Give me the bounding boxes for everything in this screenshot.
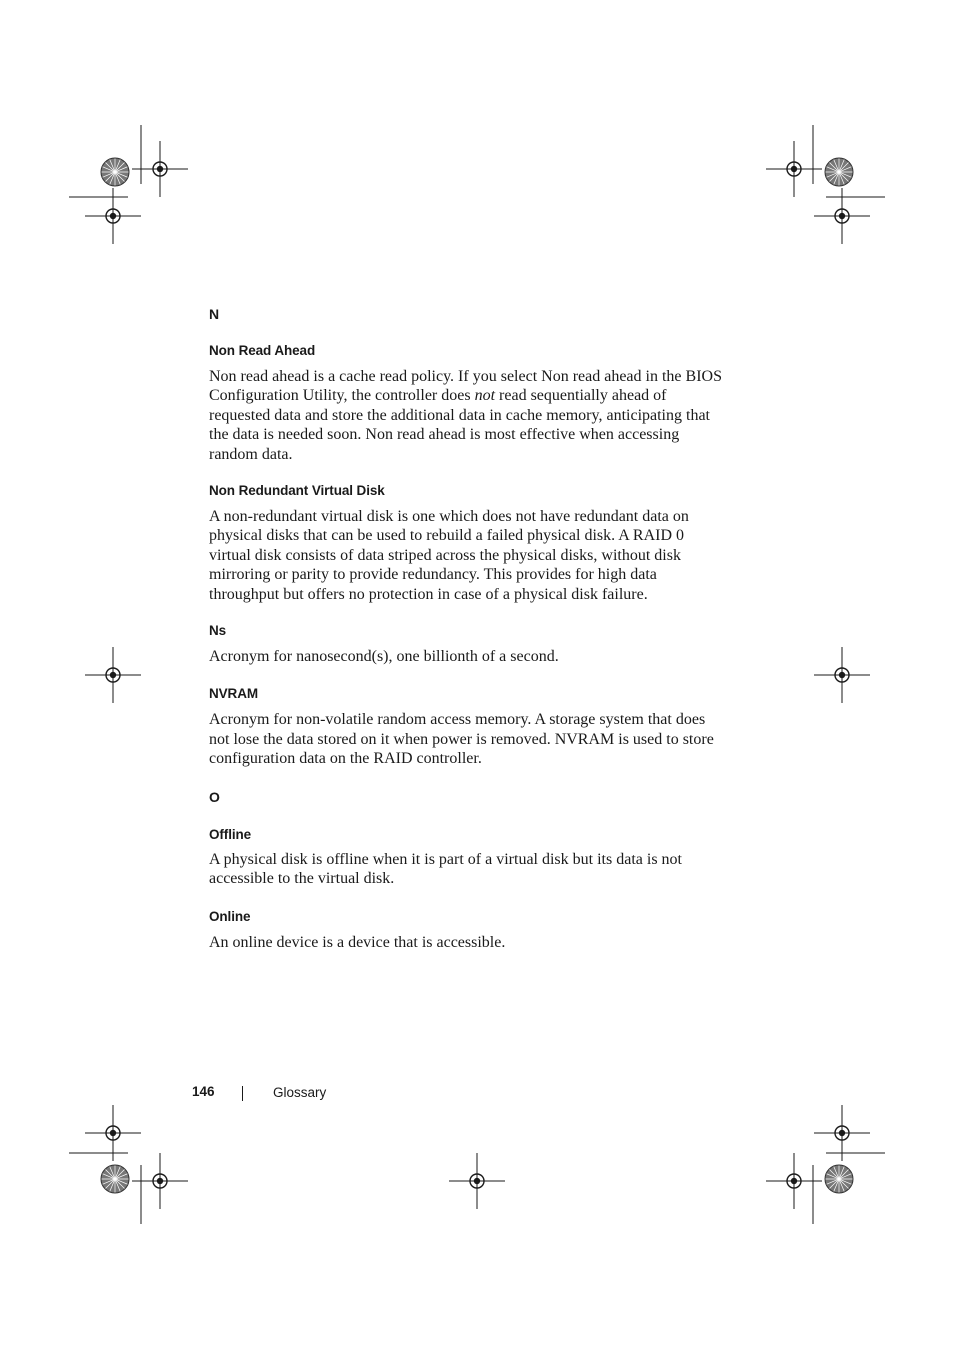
footer-divider bbox=[242, 1086, 243, 1101]
term-definition: Acronym for non-volatile random access memory. A storage system that does not lose the data stored on it when power is removed. NVRAM is used to store configuration data on the RAID controller. bbox=[209, 711, 714, 768]
section-letter: O bbox=[209, 788, 220, 805]
term-definition: Acronym for nanosecond(s), one billionth of a second. bbox=[209, 648, 559, 666]
section-letter: N bbox=[209, 306, 220, 322]
term-heading: NVRAM bbox=[209, 686, 258, 702]
term-heading: Online bbox=[209, 908, 251, 924]
section-o bbox=[209, 787, 724, 952]
term-heading: Ns bbox=[209, 623, 227, 639]
page-number: 146 bbox=[192, 1084, 215, 1099]
term-heading: Offline bbox=[209, 826, 252, 842]
section-n bbox=[209, 304, 724, 769]
term-heading: Non Redundant Virtual Disk bbox=[209, 483, 385, 499]
footer-title: Glossary bbox=[273, 1085, 327, 1100]
term-heading: Non Read Ahead bbox=[209, 343, 316, 358]
term-definition: A non-redundant virtual disk is one which does not have redundant data on physical disks that can be used to rebuild a failed physical disk. A RAID 0 virtual disk consists of data striped across the physical disks, without disk mirroring or parity to provide redundancy. This provides for high data throughput but offers no protection in case of a physical disk failure. bbox=[209, 508, 689, 603]
term-definition: Non read ahead is a cache read policy. If you select Non read ahead in the BIOS Configuration Utility, the controller does not read sequentially ahead of requested data and store the additional data in cache memory, anticipating that the data is needed soon. Non read ahead is most effective when accessing random data. bbox=[209, 368, 722, 463]
glossary-content bbox=[209, 304, 724, 952]
term-definition: A physical disk is offline when it is part of a virtual disk but its data is not accessible to the virtual disk. bbox=[209, 850, 682, 888]
emphasis-text: not bbox=[474, 387, 496, 405]
term-definition: An online device is a device that is accessible. bbox=[209, 933, 506, 951]
